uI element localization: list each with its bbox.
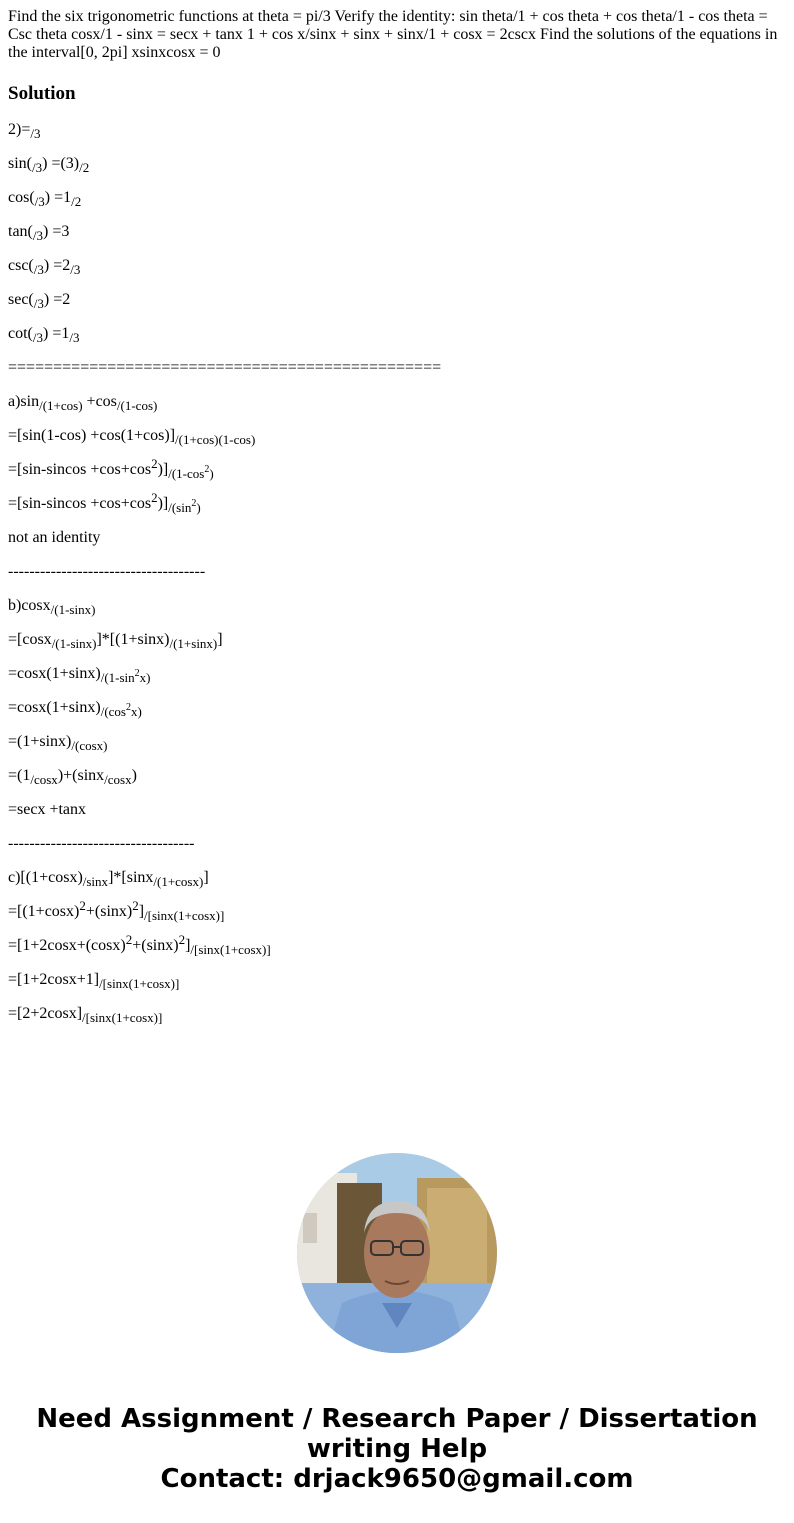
- solution-line: b)cosx$_{/(1-sinx)}$: [8, 597, 96, 617]
- solution-line: ================================================: [8, 359, 442, 376]
- subscript: /3: [70, 262, 81, 277]
- subscript: /(cos2x): [100, 702, 142, 719]
- solution-line: $=[\sin-sincos +\cos+\cos^2)]_{/(sin^2)}$: [8, 490, 201, 515]
- footer-line-2: writing Help: [306, 1434, 488, 1464]
- solution-line: $=\cos x(1+\sin x)_{/(cos^2x)}$: [8, 699, 142, 719]
- solution-line: $\csc(_{/3}) =2_{/3}$: [8, 257, 81, 277]
- solution-content: [8, 0, 786, 1123]
- superscript: 2: [178, 932, 186, 947]
- subscript: /(1+sinx): [169, 636, 218, 651]
- solution-line: $=\cos x(1+\sin x)_{/(1-sin^2x)}$: [8, 665, 151, 685]
- subscript: /3: [30, 126, 41, 141]
- subscript: /(1-sin2x): [100, 668, 151, 685]
- solution-line: $=[\sin(1-\cos) +\cos(1+\cos)]_{/(1+cos)(1-cos)}$: [8, 427, 256, 447]
- subscript: /2: [79, 160, 90, 175]
- footer-contact-line: Contact: drjack9650@gmail.com: [160, 1464, 634, 1494]
- subscript: /(1+cos): [39, 398, 83, 413]
- superscript: 2: [125, 702, 131, 713]
- superscript: 2: [132, 898, 139, 913]
- footer-contact: [0, 1404, 794, 1494]
- solution-line: $\cos(_{/3}) =1_{/2}$: [8, 189, 82, 209]
- solution-line: $\sec(_{/3}) =2$: [8, 291, 71, 311]
- solution-line: $=[(1+\cos x)^2+(\sin x)^2]_{/[sinx(1+cosx)]}$: [8, 898, 225, 923]
- solution-heading: Solution: [8, 83, 76, 104]
- solution-line: $=(1+\sin x)_{/(cosx)}$: [8, 733, 108, 753]
- solution-line: $=[2+2\cos x]_{/[sinx(1+cosx)]}$: [8, 1005, 163, 1025]
- superscript: 2: [204, 464, 210, 475]
- subscript: /(1-sinx): [51, 636, 97, 651]
- solution-line: $c)[(1+\cos x)_{/sinx}]*[\sin x_{/(1+cosx)}]$: [8, 869, 209, 889]
- question-text: Find the six trigonometric functions at theta = pi/3 Verify the identity: sin theta/1 + cos theta + cos theta/1 - cos theta = Csc theta cosx/1 - sinx = secx + tanx 1 + cos x/sinx + sinx + sinx/1 + cosx = 2cscx Find the solutions of the equations in the interval[0, 2pi] xsinxcosx = 0: [8, 8, 778, 61]
- superscript: 2: [125, 932, 133, 947]
- tutor-avatar: [297, 1153, 497, 1353]
- solution-line: $=[\cos x_{/(1-sinx)}]*[(1+\sin x)_{/(1+sinx)}]$: [8, 631, 223, 651]
- footer-line-1: Need Assignment / Research Paper / Dissertation: [36, 1404, 758, 1434]
- subscript: /sinx: [82, 874, 109, 889]
- subscript: /cosx: [104, 772, 132, 787]
- superscript: 2: [151, 456, 158, 471]
- superscript: 2: [79, 898, 86, 913]
- tutor-photo-icon: [297, 1153, 497, 1353]
- solution-line: $=(1_{/cosx})+(\sin x_{/cosx})$: [8, 767, 137, 787]
- solution-line: $=[1+2\cos x+1]_{/[sinx(1+cosx)]}$: [8, 971, 180, 991]
- subscript: /3: [69, 330, 80, 345]
- subscript: /2: [71, 194, 82, 209]
- subscript: /(1-cos): [116, 398, 158, 413]
- subscript: /(1+cos)(1-cos): [175, 432, 256, 447]
- subscript: /[sinx(1+cosx)]: [190, 942, 271, 957]
- subscript: /3: [32, 330, 43, 345]
- solution-line: $\cot(_{/3}) =1_{/3}$: [8, 325, 80, 345]
- subscript: /cosx: [30, 772, 58, 787]
- solution-line: $=[1+2\cos x+(\cos x)^2+(\sin x)^2]_{/[sinx(1+cosx)]}$: [8, 932, 271, 957]
- subscript: /(1-cos2): [168, 464, 214, 481]
- solution-line: $a)\sin_{/(1+cos)} +\cos_{/(1-cos)}$: [8, 393, 158, 413]
- solution-line: $=[\sin-sincos +\cos+\cos^2)]_{/(1-cos^2)}$: [8, 456, 214, 481]
- subscript: /(sin2): [168, 498, 201, 515]
- subscript: /3: [33, 262, 44, 277]
- solution-line: =secx +tanx: [8, 801, 87, 818]
- subscript: /(1+cosx): [153, 874, 204, 889]
- solution-lines: [8, 121, 786, 1023]
- subscript: /(cosx): [71, 738, 108, 753]
- solution-line: -----------------------------------: [8, 835, 195, 852]
- solution-line: -------------------------------------: [8, 563, 206, 580]
- subscript: /3: [34, 194, 45, 209]
- subscript: /3: [32, 160, 43, 175]
- superscript: 2: [191, 498, 197, 509]
- solution-line: $\tan(_{/3}) =3$: [8, 223, 70, 243]
- subscript: /[sinx(1+cosx)]: [144, 908, 225, 923]
- subscript: /3: [32, 228, 43, 243]
- superscript: 2: [151, 490, 158, 505]
- solution-line: $\sin(_{/3}) =(3)_{/2}$: [8, 155, 90, 175]
- superscript: 2: [134, 668, 140, 679]
- subscript: /3: [33, 296, 44, 311]
- solution-line: not an identity: [8, 529, 101, 546]
- subscript: /[sinx(1+cosx)]: [99, 976, 180, 991]
- solution-line: $2)=_{/3}$: [8, 121, 41, 141]
- subscript: /[sinx(1+cosx)]: [82, 1010, 163, 1025]
- subscript: /(1-sinx): [50, 602, 96, 617]
